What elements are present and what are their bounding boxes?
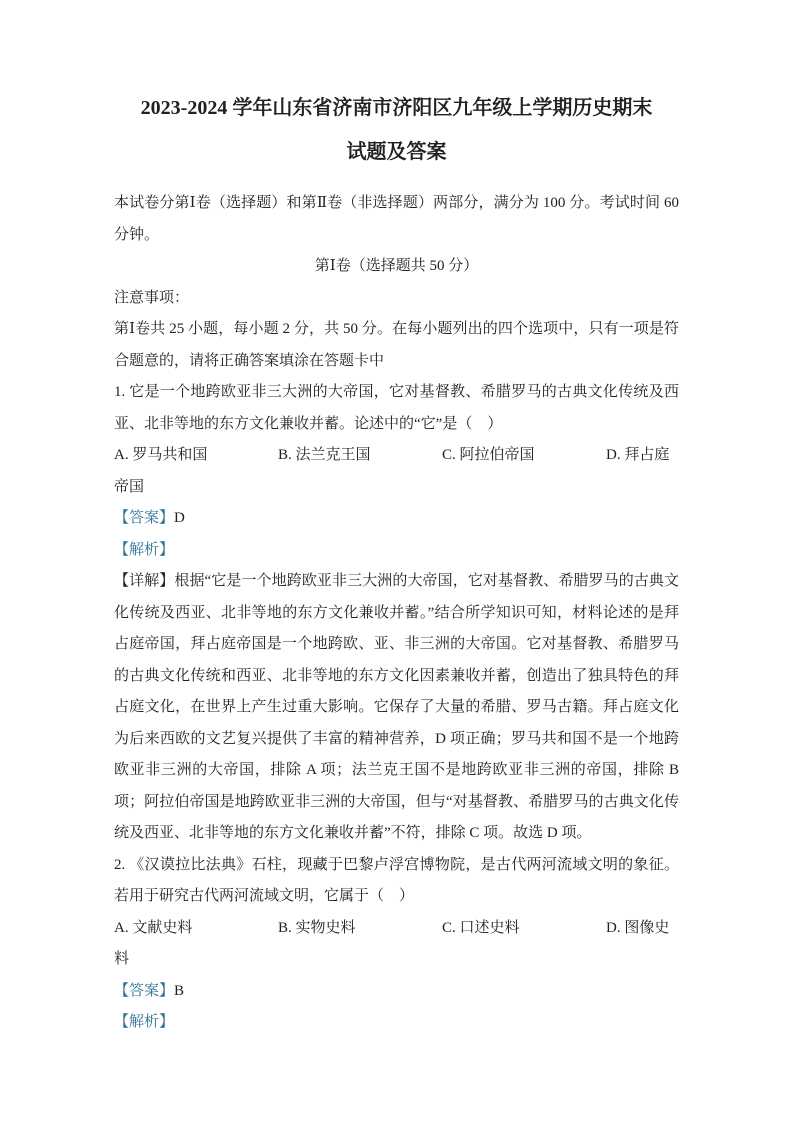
section-heading: 第Ⅰ卷（选择题共 50 分） bbox=[314, 258, 479, 274]
answer-value: D bbox=[174, 510, 185, 526]
question-2-option-a: A. 文献史料 bbox=[114, 919, 193, 936]
question-1-option-b: B. 法兰克王国 bbox=[278, 447, 371, 463]
question-1-option-overflow: 帝国 bbox=[114, 478, 145, 495]
question-2-option-d: D. 图像史 bbox=[606, 919, 670, 936]
question-1-option-d: D. 拜占庭 bbox=[606, 447, 670, 463]
exam-intro: 本试卷分第Ⅰ卷（选择题）和第Ⅱ卷（非选择题）两部分，满分为 100 分。考试时间 60 分钟。 bbox=[114, 195, 679, 243]
question-1-analysis-label: 【解析】 bbox=[114, 541, 175, 558]
question-2-stem: 2. 《汉谟拉比法典》石柱，现藏于巴黎卢浮宫博物院，是古代两河流域文明的象征。若用于研究古代两河流域文明，它属于（ ） bbox=[114, 856, 679, 904]
answer-label: 【答案】 bbox=[114, 510, 175, 526]
notice-text: 第Ⅰ卷共 25 小题，每小题 2 分，共 50 分。在每小题列出的四个选项中，只有一项是符合题意的，请将正确答案填涂在答题卡中 bbox=[114, 321, 679, 369]
question-1-detail: 【详解】根据“它是一个地跨欧亚非三大洲的大帝国，它对基督教、希腊罗马的古典文化传统及西亚、北非等地的东方文化兼收并蓄。”结合所学知识可知，材料论述的是拜占庭帝国，拜占庭帝国是一个地跨欧、亚、非三洲的大帝国。它对基督教、希腊罗马的古典文化传统和西亚、北非等地的东方文化因素兼收并蓄，创造出了独具特色的拜占庭文化，在世界上产生过重大影响。它保存了大量的希腊、罗马古籍。拜占庭文化为后来西欧的文艺复兴提供了丰富的精神营养，D 项正确；罗马共和国不是一个地跨欧亚非三洲的大帝国，排除 A 项；法兰克王国不是地跨欧亚非三洲的帝国，排除 B 项；阿拉伯帝国是地跨欧亚非三洲的大帝国，但与“对基督教、希腊罗马的古典文化传统及西亚、北非等地的东方文化兼收并蓄”不符，排除 C 项。故选 D 项。 bbox=[114, 573, 679, 841]
question-2-option-overflow: 料 bbox=[114, 951, 130, 967]
question-2-answer-row bbox=[114, 976, 679, 1008]
notice-label: 注意事项： bbox=[114, 289, 190, 306]
question-2-option-c: C. 口述史料 bbox=[442, 919, 520, 936]
question-2-option-b: B. 实物史料 bbox=[278, 919, 356, 936]
answer-label: 【答案】 bbox=[114, 982, 175, 999]
document-title-line-1: 2023-2024 学年山东省济南市济阳区九年级上学期历史期末 bbox=[140, 97, 653, 119]
question-1-answer-row bbox=[114, 503, 679, 535]
question-1 bbox=[114, 377, 679, 850]
question-2-analysis-label: 【解析】 bbox=[114, 1014, 175, 1030]
question-2 bbox=[114, 850, 679, 1039]
document-title-line-2: 试题及答案 bbox=[346, 141, 447, 163]
answer-value: B bbox=[174, 982, 185, 999]
question-1-stem: 1. 它是一个地跨欧亚非三大洲的大帝国，它对基督教、希腊罗马的古典文化传统及西亚、北非等地的东方文化兼收并蓄。论述中的“它”是（ ） bbox=[114, 384, 679, 432]
document-title bbox=[114, 86, 679, 174]
question-1-option-c: C. 阿拉伯帝国 bbox=[442, 447, 535, 463]
question-1-options-row bbox=[114, 440, 679, 472]
question-1-option-a: A. 罗马共和国 bbox=[114, 447, 208, 463]
question-2-options-row bbox=[114, 913, 679, 945]
